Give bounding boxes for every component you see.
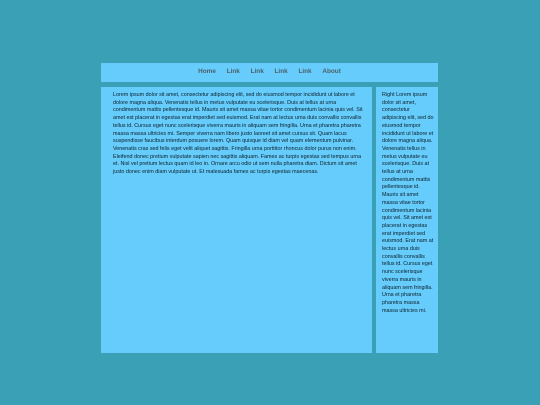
nav-link-about[interactable]: About xyxy=(322,68,341,76)
main-paragraph: Lorem ipsum dolor sit amet, consectetur adipiscing elit, sed do eiusmod tempor incididunt ut labore et dolore magna aliqua. Venenatis tellus in metus vulputate eu scelerisque. Duis at tellus at urna condimentum mattis pellentesque id. Mauris sit amet massa vitae tortor condimentum lacinia quis vel. Sit amet est placerat in egestas erat imperdiet sed euismod. Erat nam at lectus urna duis convallis convallis tellus id. Cursus eget nunc scelerisque viverra mauris in aliquam sem fringilla. Urna et pharetra pharetra massa massa ultricies mi. Semper viverra nam libero justo laoreet sit amet cursus sit. Quam lacus suspendisse faucibus interdum posuere lorem. Quam quisque id diam vel quam elementum pulvinar. Venenatis cras sed felis eget velit aliquet sagittis. Fringilla urna porttitor rhoncus dolor purus non enim. Eleifend donec pretium vulputate sapien nec sagittis aliquam. Fames ac turpis egestas sed tempus urna et. Nisl vel pretium lectus quam id leo in. Ornare arcu odio ut sem nulla pharetra diam. Dictum sit amet justo donec enim diam vulputate ut. Et malesuada fames ac turpis egestas maecenas. xyxy=(113,92,363,176)
nav-link-1[interactable]: Link xyxy=(226,68,240,76)
right-sidebar xyxy=(376,87,438,353)
sidebar-paragraph: Right Lorem ipsum dolor sit amet, consectetur adipiscing elit, sed do eiusmod tempor incididunt ut labore et dolore magna aliqua. Venenatis tellus in metus vulputate eu scelerisque. Duis at tellus at urna condimentum mattis pellentesque id. Mauris sit amet massa vitae tortor condimentum lacinia quis vel. Sit amet est placerat in egestas erat imperdiet sed euismod. Erat nam at lectus urna duis convallis convallis tellus id. Cursus eget nunc scelerisque viverra mauris in aliquam sem fringilla. Urna et pharetra pharetra massa massa ultricies mi. xyxy=(382,92,434,314)
main-content xyxy=(101,87,372,353)
nav-link-2[interactable]: Link xyxy=(250,68,264,76)
top-nav xyxy=(101,63,438,82)
nav-link-home[interactable]: Home xyxy=(198,68,216,76)
nav-link-4[interactable]: Link xyxy=(298,68,312,76)
nav-link-3[interactable]: Link xyxy=(274,68,288,76)
